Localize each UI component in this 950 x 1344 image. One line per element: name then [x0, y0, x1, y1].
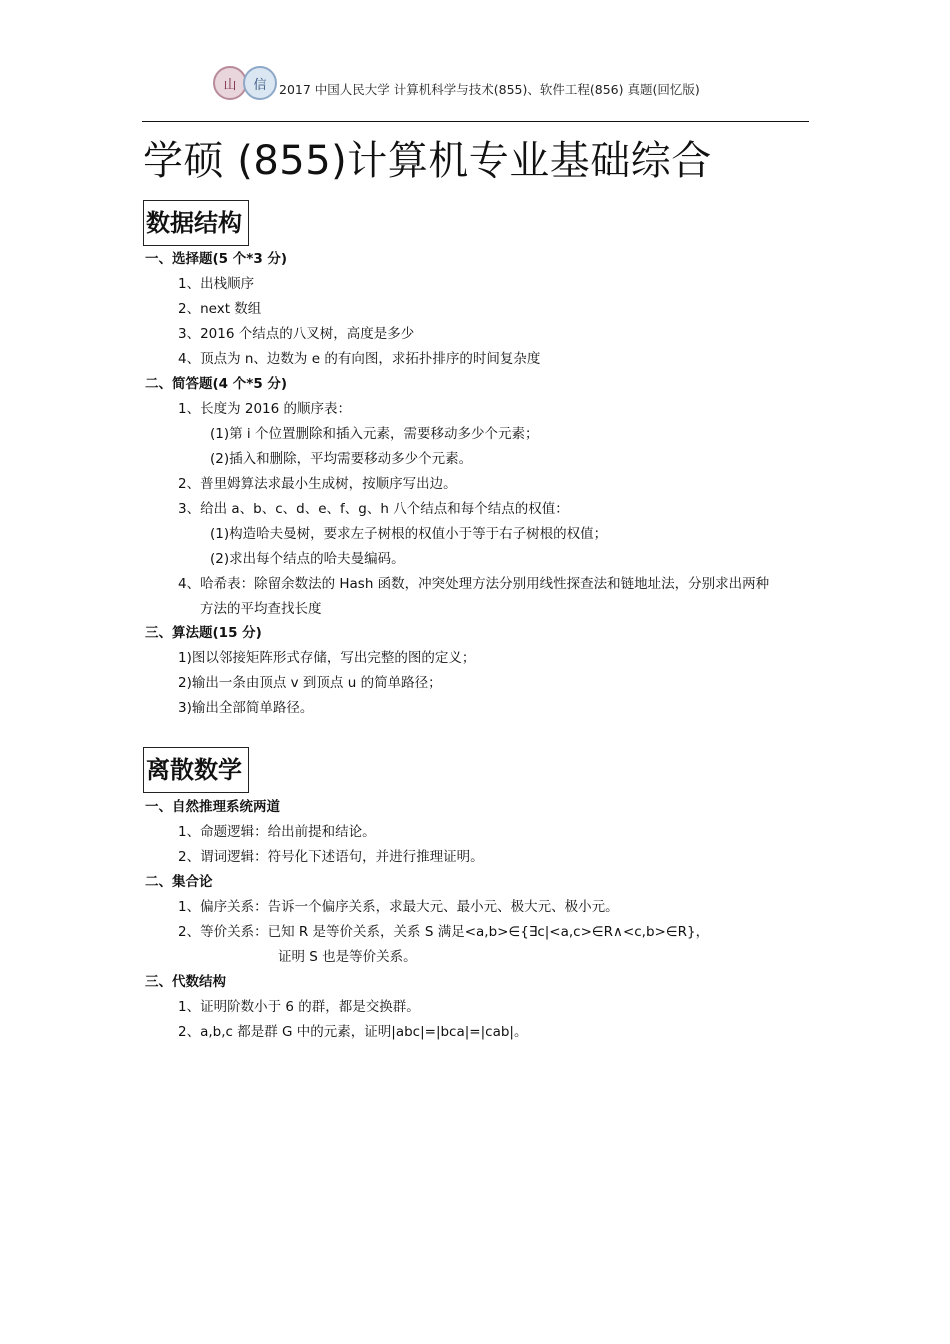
list-item: 1)图以邻接矩阵形式存储，写出完整的图的定义；	[178, 650, 476, 666]
list-item: 2、谓词逻辑：符号化下述语句，并进行推理证明。	[178, 849, 484, 865]
part-heading: 一、选择题(5 个*3 分)	[145, 251, 288, 267]
list-subitem: (2)插入和删除，平均需要移动多少个元素。	[210, 451, 473, 467]
institution-logo-icon: 信	[243, 66, 277, 100]
list-item: 1、偏序关系：告诉一个偏序关系，求最大元、最小元、极大元、极小元。	[178, 899, 619, 915]
part-heading: 三、算法题(15 分)	[145, 625, 262, 641]
part-heading: 二、简答题(4 个*5 分)	[145, 376, 288, 392]
page-title: 学硕 (855)计算机专业基础综合	[143, 138, 712, 184]
list-subitem: (1)构造哈夫曼树，要求左子树根的权值小于等于右子树根的权值；	[210, 526, 608, 542]
list-item: 1、证明阶数小于 6 的群，都是交换群。	[178, 999, 420, 1015]
list-item: 1、命题逻辑：给出前提和结论。	[178, 824, 376, 840]
university-logo-icon: 山	[213, 66, 247, 100]
list-item: 1、长度为 2016 的顺序表：	[178, 401, 352, 417]
header-divider	[142, 121, 809, 122]
section-title-discrete-math: 离散数学	[143, 747, 249, 793]
list-item: 2、普里姆算法求最小生成树，按顺序写出边。	[178, 476, 457, 492]
list-item: 2、等价关系：已知 R 是等价关系，关系 S 满足<a,b>∈{∃c|<a,c>∈R∧<c,b>∈R}，	[178, 924, 710, 940]
list-item: 2、a,b,c 都是群 G 中的元素，证明|abc|=|bca|=|cab|。	[178, 1024, 528, 1040]
list-item: 2)输出一条由顶点 v 到顶点 u 的简单路径；	[178, 675, 442, 691]
section-title-data-structures: 数据结构	[143, 200, 249, 246]
list-subitem: (1)第 i 个位置删除和插入元素，需要移动多少个元素；	[210, 426, 539, 442]
list-item: 4、顶点为 n、边数为 e 的有向图，求拓扑排序的时间复杂度	[178, 351, 541, 367]
list-item: 2、next 数组	[178, 301, 262, 317]
list-item: 1、出栈顺序	[178, 276, 255, 292]
part-heading: 三、代数结构	[145, 974, 226, 990]
header-logos	[213, 66, 277, 100]
part-heading: 一、自然推理系统两道	[145, 799, 280, 815]
list-subitem: (2)求出每个结点的哈夫曼编码。	[210, 551, 405, 567]
list-item: 3、给出 a、b、c、d、e、f、g、h 八个结点和每个结点的权值：	[178, 501, 569, 517]
list-item: 3、2016 个结点的八叉树，高度是多少	[178, 326, 415, 342]
list-item-continuation: 方法的平均查找长度	[200, 601, 322, 617]
part-heading: 二、集合论	[145, 874, 213, 890]
header-text: 2017 中国人民大学 计算机科学与技术(855)、软件工程(856) 真题(回忆版)	[279, 82, 700, 97]
list-item: 3)输出全部简单路径。	[178, 700, 314, 716]
page-header	[213, 66, 700, 100]
list-item-continuation: 证明 S 也是等价关系。	[278, 949, 417, 965]
list-item: 4、哈希表：除留余数法的 Hash 函数，冲突处理方法分别用线性探查法和链地址法，分别求出两种	[178, 576, 770, 592]
